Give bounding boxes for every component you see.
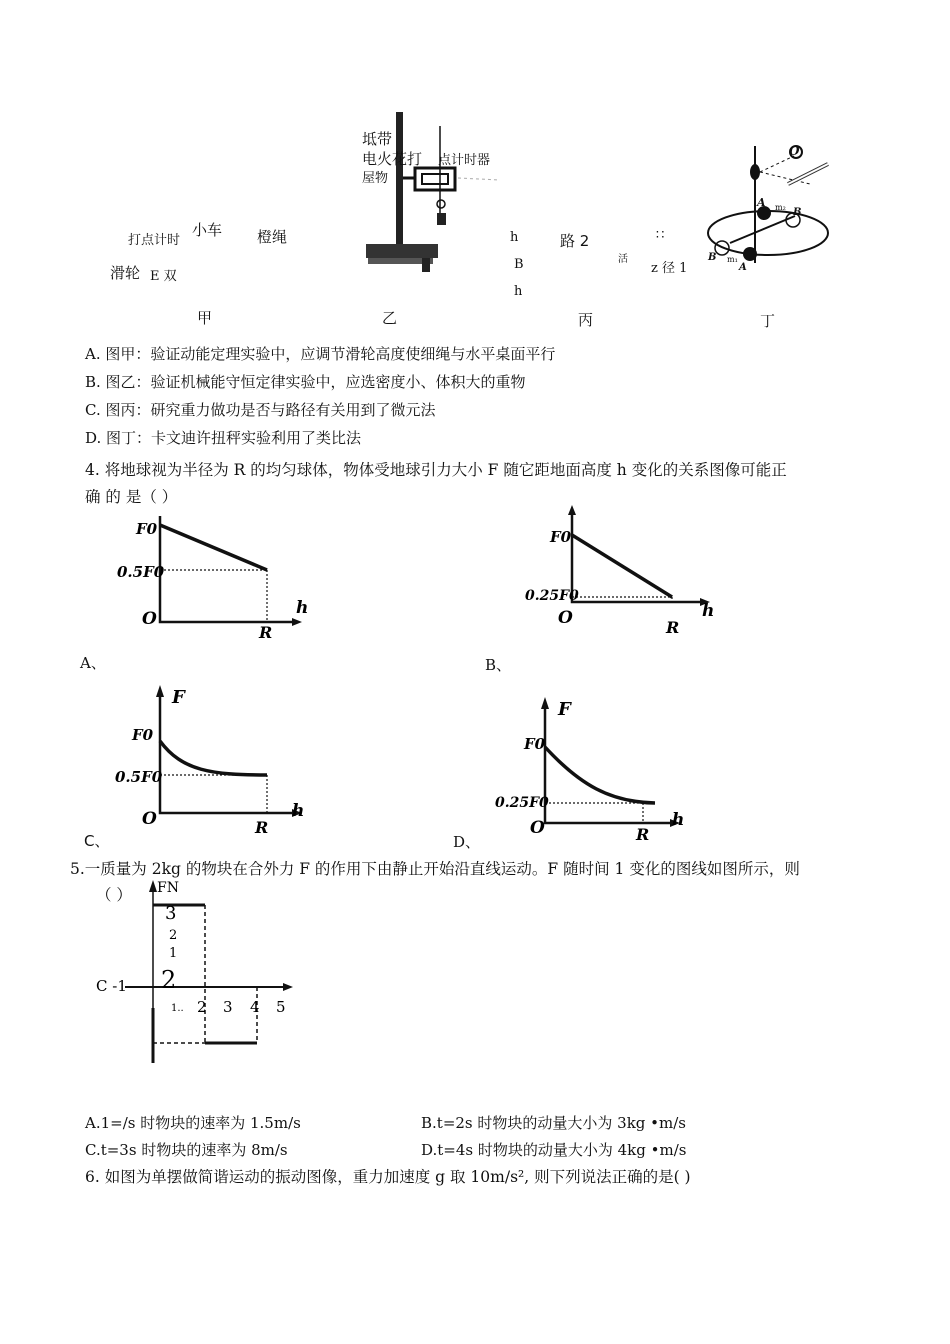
ding-label-a-top: A xyxy=(757,196,766,209)
q4-graph-d-curve xyxy=(545,747,655,803)
q4-graph-d-h: h xyxy=(672,810,685,830)
q4-graph-c-origin: O xyxy=(142,809,157,829)
q4-graph-c-label: C、 xyxy=(84,832,110,850)
bing-text-b: B xyxy=(514,257,524,272)
q5-graph-xtick-2: 2 xyxy=(197,998,207,1016)
q5-stem-line1: 5.一质量为 2kg 的物块在合外力 F 的作用下由静止开始沿直线运动。F 随时间 1 变化的图线如图所示，则 xyxy=(70,860,800,878)
q4-graph-b-r: R xyxy=(666,618,680,637)
bing-text-h2: h xyxy=(514,284,523,299)
jia-text-cart: 小车 xyxy=(192,221,223,239)
q4-graph-a xyxy=(112,510,322,640)
q4-graph-c-h: h xyxy=(292,801,305,821)
yi-text-tape: 坻带 xyxy=(362,130,393,148)
q4-graph-b-line xyxy=(572,535,672,597)
q5-graph-ytick-2: 2 xyxy=(169,928,178,943)
q3-option-c: C. 图丙：研究重力做功是否与路径有关用到了微元法 xyxy=(85,401,436,419)
ding-label-m1: m₁ xyxy=(727,255,738,264)
ding-label-a-bottom: A xyxy=(739,262,747,273)
q5-graph-xtick-5: 5 xyxy=(276,998,286,1016)
bing-text-dots: ∷ xyxy=(656,228,665,243)
q4-graph-c-curve xyxy=(160,741,267,775)
ding-label-o: O xyxy=(789,144,800,158)
caption-yi: 乙 xyxy=(382,309,398,327)
q4-graph-d-faxis: F xyxy=(558,699,571,720)
q5-graph-ytick-1: 1 xyxy=(169,946,178,961)
q5-graph-xtick-4: 4 xyxy=(250,998,260,1016)
bing-text-h1: h xyxy=(510,230,519,245)
caption-jia: 甲 xyxy=(197,309,213,327)
q5-option-d: D.t=4s 时物块的动量大小为 4kg •m/s xyxy=(421,1141,687,1159)
q6-stem: 6. 如图为单摆做简谐运动的振动图像，重力加速度 g 取 10m/s², 则下列说法正确的是( ) xyxy=(85,1168,691,1186)
q4-graph-d-f0: F0 xyxy=(524,735,546,753)
q4-graph-a-line xyxy=(160,525,267,570)
q4-graph-c-fmid: 0.5F0 xyxy=(115,768,163,786)
q4-graph-a-r: R xyxy=(259,623,273,640)
q4-graph-d-r: R xyxy=(636,825,650,844)
q5-option-a: A.1=/s 时物块的速率为 1.5m/s xyxy=(85,1114,301,1132)
jia-text-e: E 双 xyxy=(150,269,177,284)
q5-graph-xtick-3: 3 xyxy=(223,998,233,1016)
caption-bing: 丙 xyxy=(578,311,594,329)
q5-graph-xtick-1: 1.. xyxy=(171,1003,184,1014)
jia-text-rope: 橙绳 xyxy=(257,228,288,246)
jia-text-pulley: 滑轮 xyxy=(110,264,141,282)
q4-graph-b-label: B、 xyxy=(485,656,512,674)
q4-graph-b xyxy=(520,505,730,640)
bing-text-mark: 活 xyxy=(618,254,628,265)
q3-option-d: D. 图丁：卡文迪许扭秤实验利用了类比法 xyxy=(85,429,362,447)
q4-graph-a-label: A、 xyxy=(80,654,106,672)
q4-graph-d-label: D、 xyxy=(453,833,481,851)
q5-graph-ytick-3: 3 xyxy=(165,903,177,924)
q4-graph-d-origin: O xyxy=(530,818,545,838)
q4-graph-c-f0: F0 xyxy=(132,726,154,744)
q4-graph-d-fmid: 0.25F0 xyxy=(495,795,549,811)
ding-torsion-balance-drawing xyxy=(700,138,845,276)
bing-text-path2: 路 2 xyxy=(560,232,590,250)
q5-graph-big-two: 2 xyxy=(161,966,177,994)
ding-label-b-left: B xyxy=(708,252,717,263)
q4-graph-a-fmid: 0.5F0 xyxy=(117,563,165,581)
yi-text-spark: 电火花打 xyxy=(362,150,423,168)
q4-graph-c-r: R xyxy=(255,818,269,837)
q4-graph-a-h: h xyxy=(296,598,309,618)
q4-stem-line2: 确 的 是（ ） xyxy=(85,488,178,506)
q4-graph-d xyxy=(490,695,700,845)
q4-stem-line1: 4. 将地球视为半径为 R 的均匀球体，物体受地球引力大小 F 随它距地面高度 h 变化的关系图像可能正 xyxy=(85,461,787,479)
q5-graph-left-text: C -1 xyxy=(96,977,127,995)
q4-graph-a-origin: O xyxy=(142,609,157,629)
q4-graph-a-f0: F0 xyxy=(136,520,158,538)
q4-graph-b-fmid: 0.25F0 xyxy=(525,588,579,604)
q3-option-a: A. 图甲：验证动能定理实验中，应调节滑轮高度使细绳与水平桌面平行 xyxy=(85,345,556,363)
q4-graph-c xyxy=(112,683,322,838)
q4-graph-b-f0: F0 xyxy=(550,528,572,546)
q4-graph-c-faxis: F xyxy=(172,687,185,708)
q5-graph-ylabel: FN xyxy=(157,880,179,896)
jia-text-timer: 打点计时 xyxy=(128,233,181,248)
q5-force-time-graph xyxy=(95,878,305,1068)
yi-text-timer: 点计时器 xyxy=(438,153,491,168)
q3-option-b: B. 图乙：验证机械能守恒定律实验中，应选密度小、体积大的重物 xyxy=(85,373,526,391)
q5-option-b: B.t=2s 时物块的动量大小为 3kg •m/s xyxy=(421,1114,686,1132)
q4-graph-b-h: h xyxy=(702,601,715,621)
yi-text-weight: 屋物 xyxy=(362,171,389,186)
q5-option-c: C.t=3s 时物块的速率为 8m/s xyxy=(85,1141,288,1159)
bing-text-path1: z 径 1 xyxy=(651,261,688,276)
ding-label-b-right: B xyxy=(793,207,802,218)
caption-ding: 丁 xyxy=(760,312,776,330)
q5-stem-line2: （ ） xyxy=(96,886,132,904)
ding-label-m2: m₂ xyxy=(775,203,786,212)
q4-graph-b-origin: O xyxy=(558,608,573,628)
